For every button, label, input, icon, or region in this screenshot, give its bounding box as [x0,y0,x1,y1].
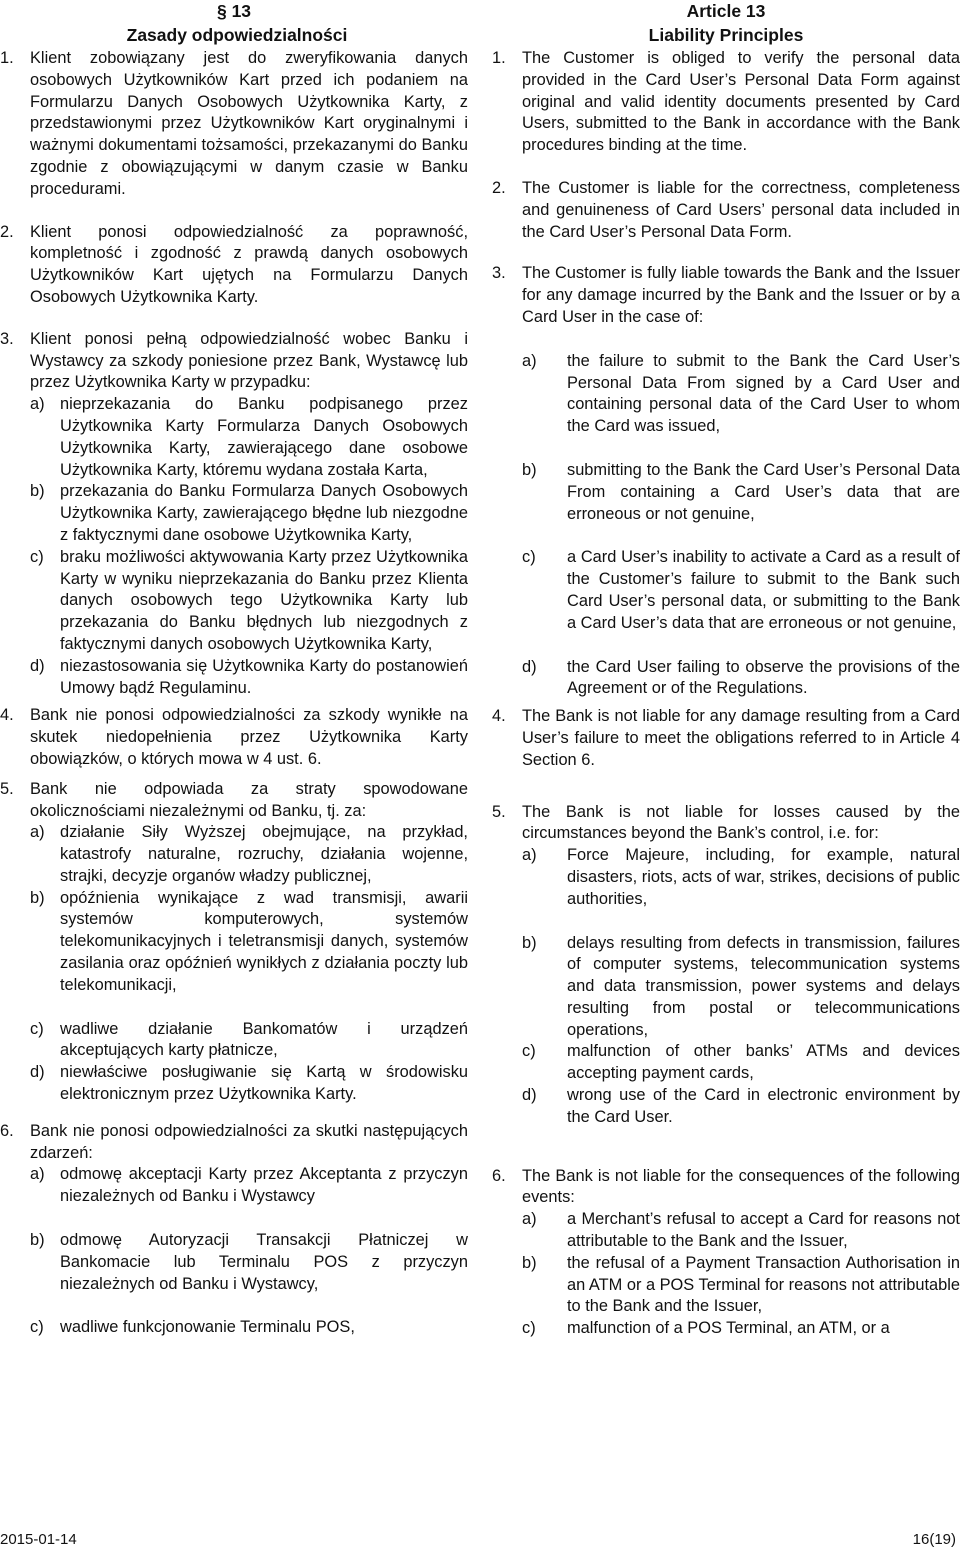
list-item-text: malfunction of other banks’ ATMs and devices accepting payment cards, [567,1042,960,1083]
paragraph [0,48,468,201]
list-item-text: a Merchant’s refusal to accept a Card for reasons not attributable to the Bank and the Issuer, [567,1210,960,1251]
list-letter: d) [30,1063,45,1082]
list-item [0,822,468,887]
paragraph-number: 4. [0,706,14,725]
page-footer [0,1529,960,1553]
paragraph-number: 3. [0,329,14,348]
list-item [0,1019,468,1063]
list-letter: b) [30,1231,45,1250]
list-item [492,933,960,1042]
paragraph [492,263,960,328]
paragraph [492,706,960,771]
list-item-text: opóźnienia wynikające z wad transmisji, awarii systemów komputerowych, systemów telekomunikacyjnych i teletransmisji danych, systemów zasilania oraz opóźnień wynikłych z działania poczty lub telekomunikacji, [60,888,468,994]
list-letter: a) [30,823,45,842]
list-item [492,1041,960,1085]
list-letter: c) [522,548,536,567]
list-letter: a) [522,846,537,865]
list-letter: d) [30,656,45,675]
paragraph-text: The Customer is obliged to verify the personal data provided in the Card User’s Personal Data Form against original and valid identity documents presented by Card Users, submitted to the Bank in accordance with the Bank procedures binding at the time. [522,49,960,155]
paragraph [492,1166,960,1210]
paragraph-text: The Customer is fully liable towards the Bank and the Issuer for any damage incurred by the Bank and the Issuer or by a Card User in the case of: [522,264,960,326]
list-letter: d) [522,1086,537,1105]
list-item [492,460,960,525]
list-item-text: działanie Siły Wyższej obejmujące, na przykład, katastrofy naturalne, rozruchy, działania wojenne, strajki, decyzje organów władzy publicznej, [60,823,468,885]
list-item-text: niewłaściwe posługiwanie się Kartą w środowisku elektronicznym przez Użytkownika Karty. [60,1063,468,1104]
list-item [492,1085,960,1129]
paragraph-number: 2. [492,178,506,197]
paragraph-text: The Bank is not liable for losses caused by the circumstances beyond the Bank’s control, i.e. for: [522,802,960,843]
paragraph-text: Klient ponosi pełną odpowiedzialność wobec Banku i Wystawcy za szkody poniesione przez Bank, Wystawcę lub przez Użytkownika Karty w przypadku: [30,329,468,392]
paragraph [492,48,960,157]
list-item-text: wadliwe funkcjonowanie Terminalu POS, [60,1318,355,1337]
paragraph [492,802,960,846]
list-item-text: niezastosowania się Użytkownika Karty do postanowień Umowy bądź Regulaminu. [60,656,468,697]
paragraph-number: 6. [492,1166,506,1185]
paragraph-number: 1. [492,49,506,67]
list-letter: c) [522,1042,536,1061]
list-item-text: odmowę Autoryzacji Transakcji Płatniczej w Bankomacie lub Terminalu POS z przyczyn niezależnych od Banku i Wystawcy, [60,1231,468,1293]
list-item-text: the refusal of a Payment Transaction Authorisation in an ATM or a POS Terminal for reasons not attributable to the Bank and the Issuer, [567,1253,960,1316]
list-item [0,656,468,700]
list-item-text: nieprzekazania do Banku podpisanego przez Użytkownika Karty Formularza Danych Osobowych Użytkownika Karty, zawierającego dane osobowe Użytkownika Karty, któremu wydana została Karta, [60,395,468,479]
paragraph-number: 2. [0,222,14,241]
list-letter: b) [522,460,537,479]
paragraph-number: 1. [0,49,14,67]
paragraph-text: Bank nie odpowiada za straty spowodowane okolicznościami niezależnymi od Banku, tj. za: [30,779,468,820]
list-letter: c) [30,1019,44,1038]
paragraph-number: 4. [492,707,506,726]
article-title: Liability Principles [648,25,804,45]
list-letter: c) [522,1319,536,1338]
paragraph-number: 6. [0,1121,14,1140]
list-item [0,481,468,546]
paragraph-text: The Customer is liable for the correctness, completeness and genuineness of Card Users’ personal data included in the Card User’s Personal Data Form. [522,178,960,241]
list-item-text: submitting to the Bank the Card User’s Personal Data From containing a Card User’s data that are erroneous or not genuine, [567,460,960,523]
article-number: § 13 [216,1,252,21]
list-item [0,1164,468,1208]
list-letter: b) [522,933,537,952]
english-column [492,0,960,1340]
list-item [492,351,960,438]
list-item-text: the Card User failing to observe the provisions of the Agreement or of the Regulations. [567,657,960,698]
list-item [0,547,468,656]
list-item [492,845,960,910]
list-item [492,1209,960,1253]
list-letter: a) [522,1210,537,1229]
paragraph-text: Klient ponosi odpowiedzialność za poprawność, kompletność i zgodność z prawdą danych osobowych Użytkowników Kart ujętych na Formularzu Danych Osobowych Użytkownika Karty. [30,222,468,306]
list-letter: c) [30,547,44,566]
list-letter: a) [30,1165,45,1184]
list-item-text: braku możliwości aktywowania Karty przez Użytkownika Karty w wyniku nieprzekazania do Banku przez Klienta danych osobowych tego Użytkownika Karty lub przekazania do Banku błędnych lub niezgodnych z faktycznymi danych osobowych Użytkownika Karty, [60,547,468,653]
list-item-text: delays resulting from defects in transmission, failures of computer systems, telecommunication systems and data transmission, power systems and delays resulting from postal or telecommunications operations, [567,933,960,1039]
list-letter: b) [30,482,45,501]
list-item [0,394,468,481]
article-number: Article 13 [686,1,766,21]
page-number: 16(19) [912,1531,956,1548]
list-letter: a) [30,395,45,414]
article-title: Zasady odpowiedzialności [126,25,348,45]
polish-column [0,0,468,1339]
list-item-text: przekazania do Banku Formularza Danych Osobowych Użytkownika Karty, zawierającego błędne lub niezgodne z faktycznymi dane osobowe Użytkownika Karty, [60,482,468,544]
list-item [0,1230,468,1295]
paragraph [492,178,960,243]
paragraph [0,779,468,823]
paragraph-number: 5. [492,802,506,821]
list-item-text: wrong use of the Card in electronic environment by the Card User. [567,1086,960,1126]
list-item [0,1062,468,1106]
paragraph-text: The Bank is not liable for the consequences of the following events: [522,1166,960,1207]
list-item [0,888,468,997]
paragraph [0,705,468,770]
list-letter: b) [522,1253,537,1272]
list-item-text: a Card User’s inability to activate a Card as a result of the Customer’s failure to submit to the Bank such Card User’s personal data, or submitting to the Bank a Card User’s data that are erroneous or not genuine, [567,548,960,632]
paragraph-number: 5. [0,779,14,798]
list-item-text: malfunction of a POS Terminal, an ATM, or a [567,1319,890,1338]
list-letter: c) [30,1318,44,1337]
list-letter: d) [522,657,537,676]
paragraph-text: Bank nie ponosi odpowiedzialności za szkody wynikłe na skutek niedopełnienia przez Użytkownika Karty obowiązków, o których mowa w 4 ust. 6. [30,706,468,768]
paragraph-number: 3. [492,264,506,283]
list-item [492,1253,960,1318]
paragraph-text: Klient zobowiązany jest do zweryfikowania danych osobowych Użytkowników Kart przed ich podaniem na Formularzu Danych Osobowych Użytkownika Karty, z przedstawionymi przez Użytkowników Kart oryginalnymi i ważnymi dokumentami tożsamości, przekazanymi do Banku zgodnie z obowiązującymi w danym czasie w Banku procedurami. [30,49,468,198]
document-date: 2015-01-14 [0,1531,77,1548]
list-item-text: Force Majeure, including, for example, natural disasters, riots, acts of war, strikes, decisions of public authorities, [567,846,960,908]
list-item [0,1317,468,1339]
list-item-text: odmowę akceptacji Karty przez Akceptanta z przyczyn niezależnych od Banku i Wystawcy [60,1165,468,1206]
paragraph-text: The Bank is not liable for any damage resulting from a Card User’s failure to meet the obligations referred to in Article 4 Section 6. [522,707,960,769]
paragraph [0,222,468,309]
list-item [492,547,960,634]
list-letter: a) [522,351,537,370]
paragraph [0,1121,468,1165]
list-item [492,657,960,701]
list-item [492,1318,960,1340]
paragraph [0,329,468,394]
list-letter: b) [30,888,45,907]
list-item-text: wadliwe działanie Bankomatów i urządzeń akceptujących karty płatnicze, [60,1019,468,1060]
list-item-text: the failure to submit to the Bank the Card User’s Personal Data From signed by a Card User and containing personal data of the Card User to whom the Card was issued, [567,351,960,436]
paragraph-text: Bank nie ponosi odpowiedzialności za skutki następujących zdarzeń: [30,1121,468,1162]
